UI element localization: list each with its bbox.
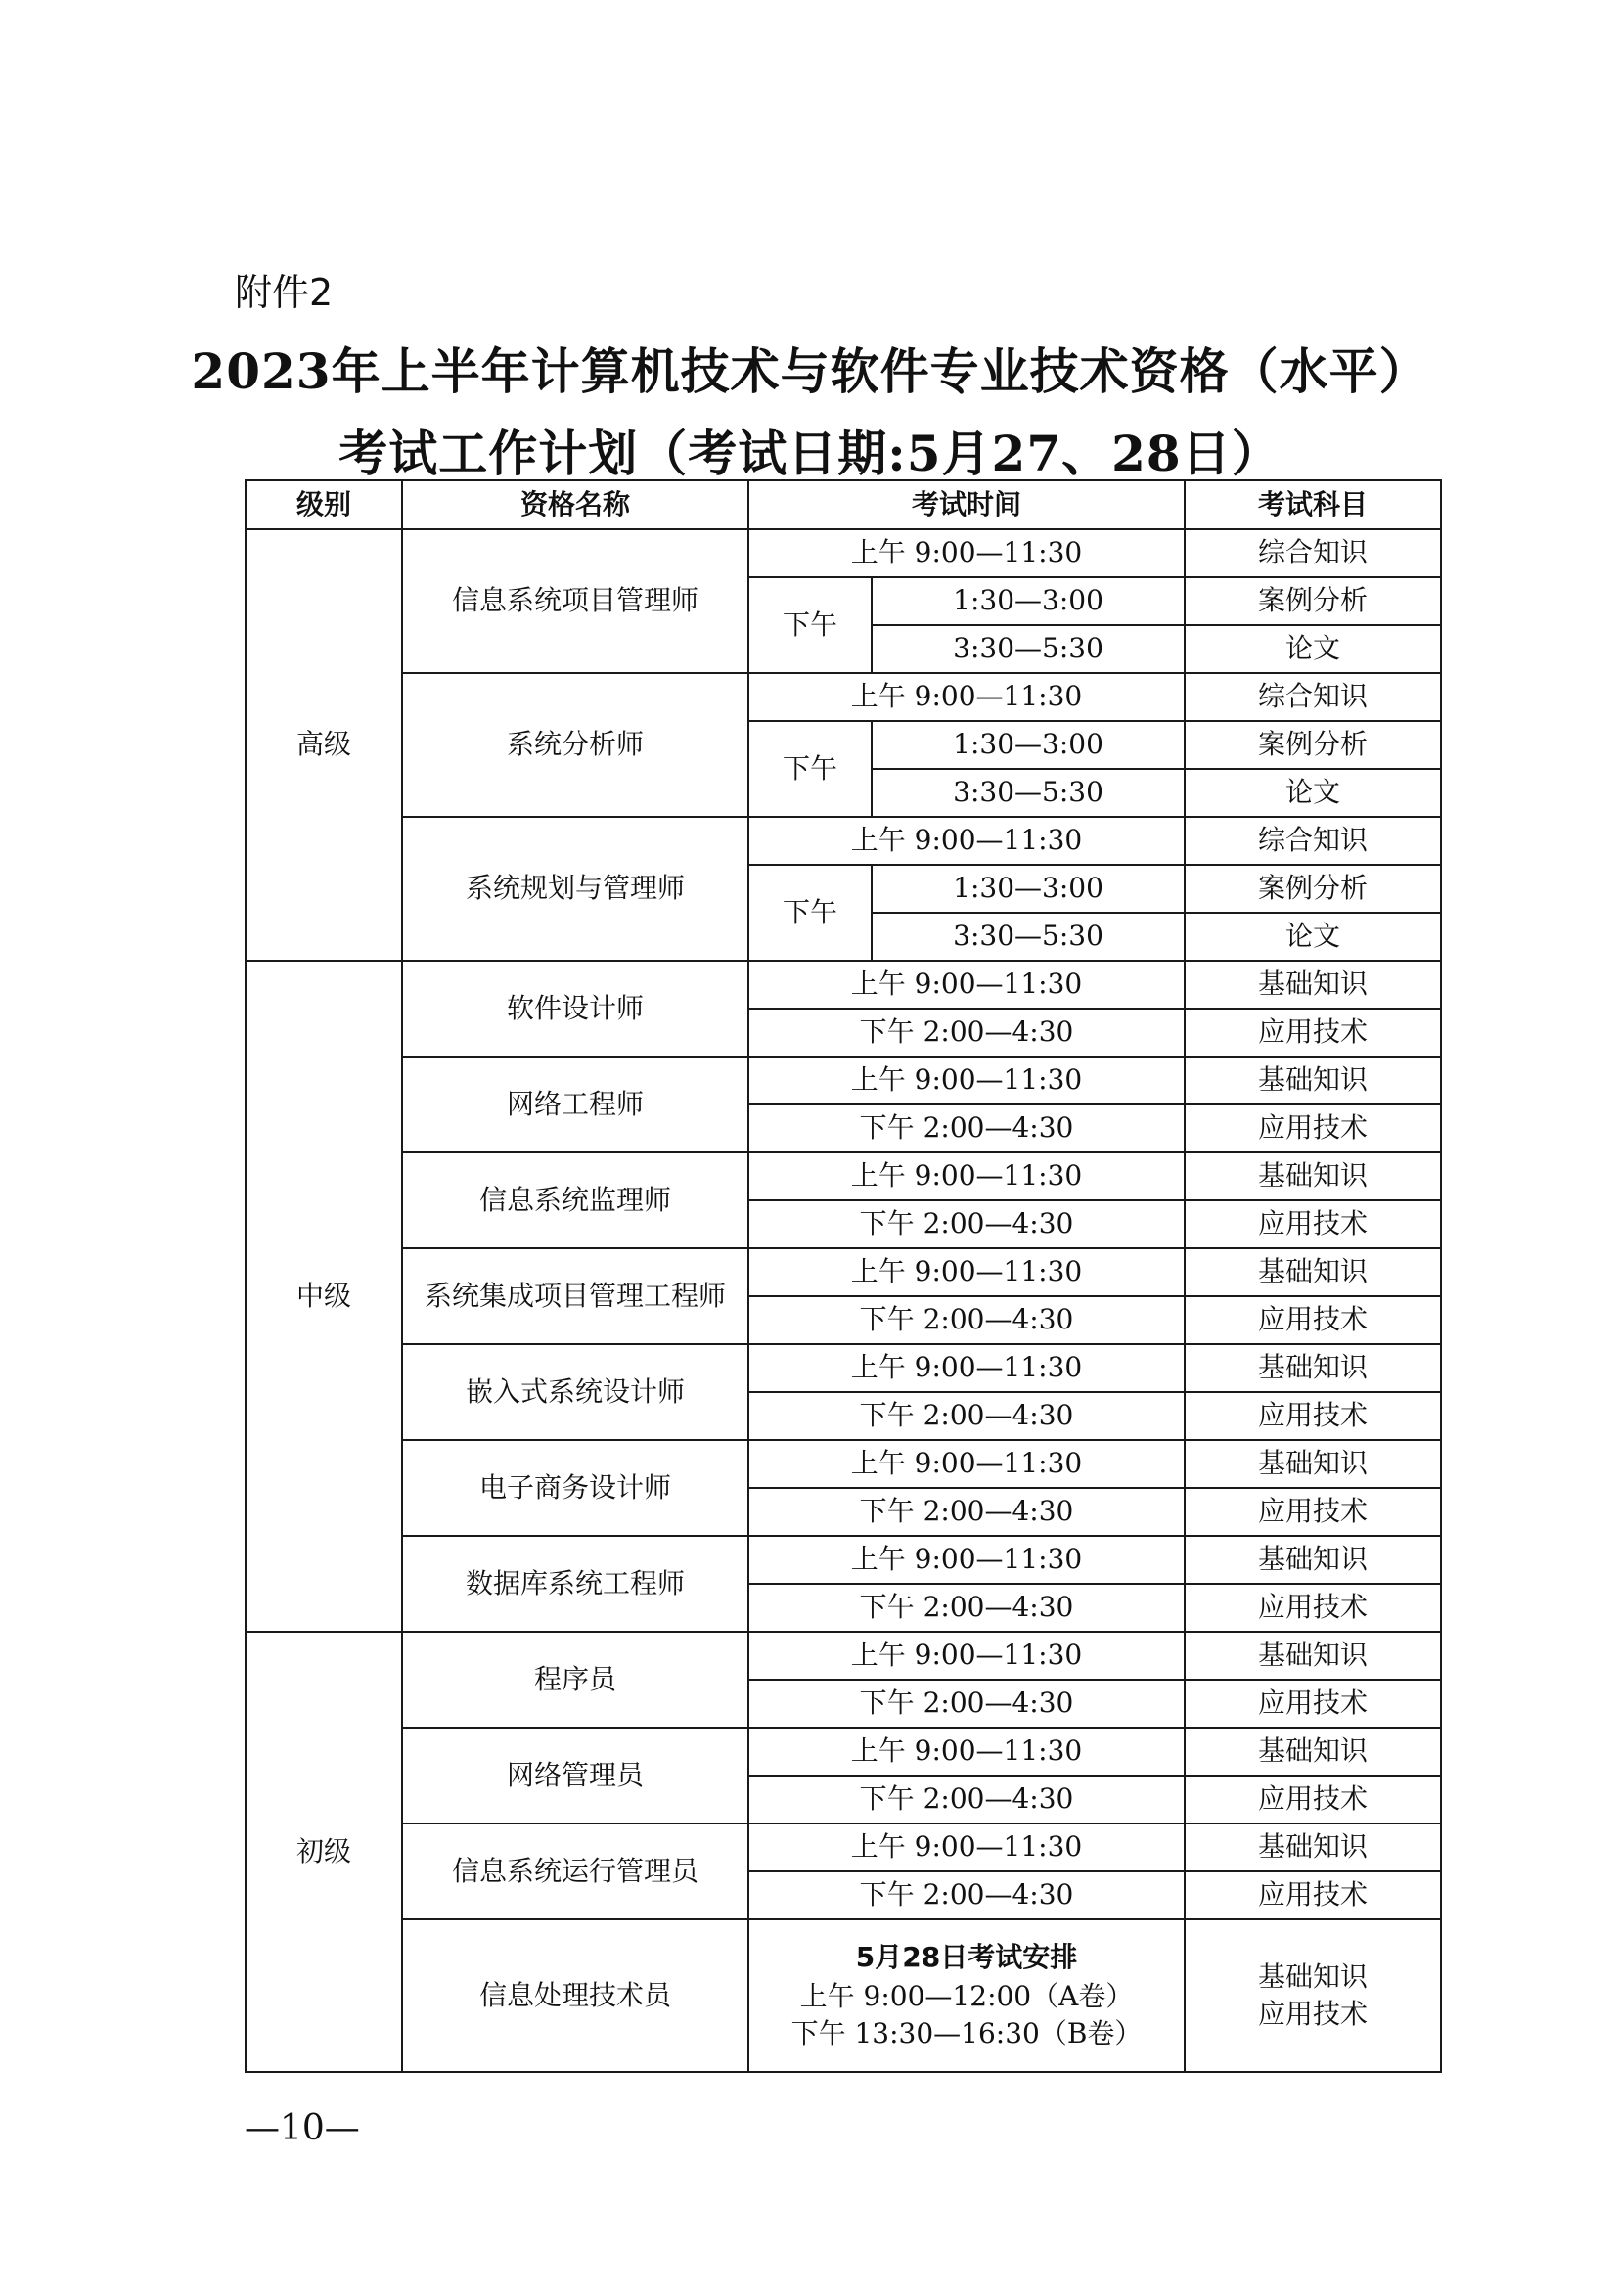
- qualification-name: 系统分析师: [402, 673, 748, 817]
- qualification-name: 数据库系统工程师: [402, 1536, 748, 1632]
- arrangement-am: 上午 9:00—12:00（A卷）: [799, 1979, 1134, 2012]
- exam-subject: 应用技术: [1185, 1871, 1441, 1919]
- exam-subject: 基础知识: [1185, 1728, 1441, 1776]
- table-row: [246, 1057, 1441, 1104]
- exam-subject: 基础知识: [1185, 961, 1441, 1009]
- table-row: [246, 1823, 1441, 1871]
- table-row: [246, 817, 1441, 865]
- exam-subject: 论文: [1185, 769, 1441, 817]
- exam-subject: 基础知识: [1185, 1536, 1441, 1584]
- document-title-line-2: 考试工作计划（考试日期:5月27、28日）: [338, 425, 1282, 482]
- exam-time: 上午 9:00—11:30: [748, 1728, 1185, 1776]
- exam-subject: 应用技术: [1185, 1488, 1441, 1536]
- table-row: [246, 961, 1441, 1009]
- table-row: [246, 1152, 1441, 1200]
- table-row: [246, 1728, 1441, 1776]
- exam-schedule-body: [246, 480, 1441, 2072]
- qualification-name: 信息处理技术员: [402, 1919, 748, 2072]
- exam-time: 3:30—5:30: [872, 625, 1185, 673]
- header-qualification: 资格名称: [402, 480, 748, 529]
- table-row: [246, 529, 1441, 577]
- exam-time: 上午 9:00—11:30: [748, 961, 1185, 1009]
- exam-time: 上午 9:00—11:30: [748, 529, 1185, 577]
- exam-time: 下午 2:00—4:30: [748, 1392, 1185, 1440]
- arrangement-title: 5月28日考试安排: [855, 1940, 1078, 1973]
- table-row: [246, 1919, 1441, 2072]
- table-row: [246, 1344, 1441, 1392]
- exam-time: 上午 9:00—11:30: [748, 1632, 1185, 1680]
- exam-time: 3:30—5:30: [872, 769, 1185, 817]
- exam-time: 上午 9:00—11:30: [748, 1536, 1185, 1584]
- exam-subject: 应用技术: [1185, 1200, 1441, 1248]
- exam-subject: 案例分析: [1185, 721, 1441, 769]
- afternoon-label: 下午: [748, 865, 872, 961]
- qualification-name: 电子商务设计师: [402, 1440, 748, 1536]
- exam-subject: 应用技术: [1185, 1680, 1441, 1728]
- exam-time: 下午 2:00—4:30: [748, 1009, 1185, 1057]
- exam-time: 下午 2:00—4:30: [748, 1296, 1185, 1344]
- exam-time: 下午 2:00—4:30: [748, 1680, 1185, 1728]
- exam-time: 上午 9:00—11:30: [748, 673, 1185, 721]
- exam-time: 上午 9:00—11:30: [748, 1057, 1185, 1104]
- exam-subject: 应用技术: [1185, 1009, 1441, 1057]
- level-cell: 初级: [246, 1632, 402, 2072]
- qualification-name: 系统集成项目管理工程师: [402, 1248, 748, 1344]
- exam-subject: 综合知识: [1185, 673, 1441, 721]
- exam-subject: 综合知识: [1185, 817, 1441, 865]
- exam-time: 下午 2:00—4:30: [748, 1776, 1185, 1823]
- exam-subject: 基础知识: [1185, 1344, 1441, 1392]
- exam-time: 上午 9:00—11:30: [748, 1152, 1185, 1200]
- qualification-name: 嵌入式系统设计师: [402, 1344, 748, 1440]
- table-row: [246, 1440, 1441, 1488]
- level-cell: 中级: [246, 961, 402, 1632]
- exam-time: 下午 2:00—4:30: [748, 1104, 1185, 1152]
- exam-subject: 基础知识: [1185, 1152, 1441, 1200]
- header-level: 级别: [246, 480, 402, 529]
- exam-time: 1:30—3:00: [872, 865, 1185, 913]
- exam-subject: 基础知识: [1185, 1057, 1441, 1104]
- qualification-name: 信息系统运行管理员: [402, 1823, 748, 1919]
- exam-subject: 基础知识: [1185, 1248, 1441, 1296]
- exam-subject: 应用技术: [1185, 1392, 1441, 1440]
- table-row: [246, 1248, 1441, 1296]
- level-cell: 高级: [246, 529, 402, 961]
- exam-time: 1:30—3:00: [872, 721, 1185, 769]
- subject-line: 基础知识: [1258, 1959, 1369, 1993]
- exam-time: 下午 2:00—4:30: [748, 1584, 1185, 1632]
- table-header-row: [246, 480, 1441, 529]
- page-number: —10—: [245, 2108, 360, 2148]
- afternoon-label: 下午: [748, 721, 872, 817]
- qualification-name: 网络工程师: [402, 1057, 748, 1152]
- qualification-name: 系统规划与管理师: [402, 817, 748, 961]
- exam-subject: [1185, 1919, 1441, 2072]
- exam-time: 下午 2:00—4:30: [748, 1488, 1185, 1536]
- exam-subject: 应用技术: [1185, 1296, 1441, 1344]
- document-title-line-1: 2023年上半年计算机技术与软件专业技术资格（水平）: [191, 342, 1429, 400]
- exam-time: 上午 9:00—11:30: [748, 817, 1185, 865]
- exam-subject: 应用技术: [1185, 1776, 1441, 1823]
- exam-arrangement: [748, 1919, 1185, 2072]
- exam-time: 上午 9:00—11:30: [748, 1344, 1185, 1392]
- table-row: [246, 673, 1441, 721]
- table-row: [246, 1536, 1441, 1584]
- qualification-name: 网络管理员: [402, 1728, 748, 1823]
- exam-time: 上午 9:00—11:30: [748, 1823, 1185, 1871]
- attachment-label: 附件2: [235, 271, 334, 314]
- exam-time: 上午 9:00—11:30: [748, 1440, 1185, 1488]
- exam-subject: 基础知识: [1185, 1823, 1441, 1871]
- arrangement-pm: 下午 13:30—16:30（B卷）: [790, 2017, 1143, 2050]
- qualification-name: 程序员: [402, 1632, 748, 1728]
- exam-subject: 案例分析: [1185, 577, 1441, 625]
- exam-subject: 应用技术: [1185, 1584, 1441, 1632]
- subject-line: 应用技术: [1258, 1998, 1369, 2030]
- header-exam-subject: 考试科目: [1185, 480, 1441, 529]
- afternoon-label: 下午: [748, 577, 872, 673]
- header-exam-time: 考试时间: [748, 480, 1185, 529]
- exam-time: 下午 2:00—4:30: [748, 1871, 1185, 1919]
- exam-subject: 论文: [1185, 625, 1441, 673]
- exam-time: 3:30—5:30: [872, 913, 1185, 961]
- exam-subject: 基础知识: [1185, 1440, 1441, 1488]
- exam-subject: 综合知识: [1185, 529, 1441, 577]
- exam-schedule-table: [245, 479, 1442, 2073]
- table-row: [246, 1632, 1441, 1680]
- exam-subject: 基础知识: [1185, 1632, 1441, 1680]
- exam-time: 下午 2:00—4:30: [748, 1200, 1185, 1248]
- qualification-name: 信息系统项目管理师: [402, 529, 748, 673]
- exam-subject: 案例分析: [1185, 865, 1441, 913]
- qualification-name: 软件设计师: [402, 961, 748, 1057]
- exam-subject: 应用技术: [1185, 1104, 1441, 1152]
- qualification-name: 信息系统监理师: [402, 1152, 748, 1248]
- exam-subject: 论文: [1185, 913, 1441, 961]
- exam-time: 上午 9:00—11:30: [748, 1248, 1185, 1296]
- exam-time: 1:30—3:00: [872, 577, 1185, 625]
